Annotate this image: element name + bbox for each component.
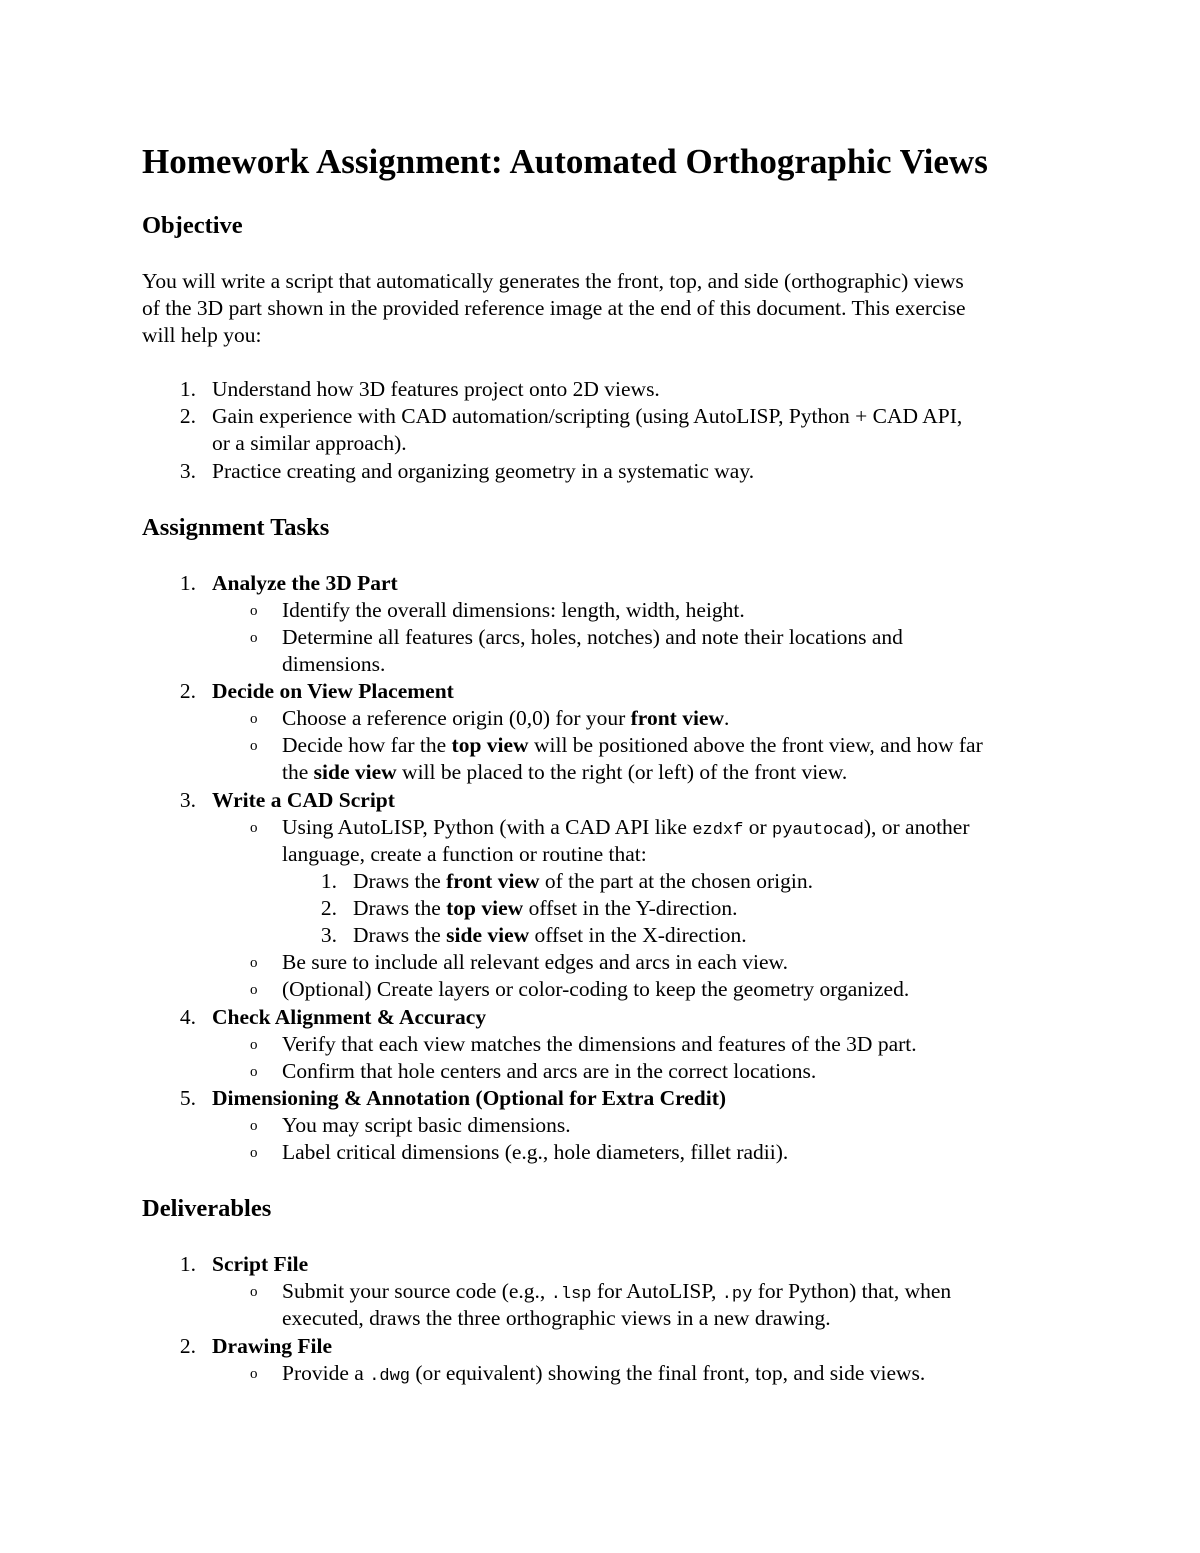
- list-number: 2.: [179, 404, 196, 428]
- task-title: Dimensioning & Annotation (Optional for Extra Credit): [212, 1086, 727, 1110]
- deliverable-title: Drawing File: [212, 1334, 333, 1358]
- bullet-icon: o: [250, 711, 258, 727]
- list-item-text: Gain experience with CAD automation/scripting (using AutoLISP, Python + CAD API,: [212, 404, 963, 428]
- task-bullet-text: (Optional) Create layers or color-coding to keep the geometry organized.: [282, 977, 910, 1001]
- task-bullet-text: Identify the overall dimensions: length, width, height.: [282, 598, 745, 622]
- bullet-icon: o: [250, 955, 258, 971]
- code-py: .py: [721, 1285, 753, 1304]
- bullet-icon: o: [250, 630, 258, 646]
- objective-paragraph: [142, 268, 1062, 349]
- deliverable-number: 2.: [179, 1334, 196, 1358]
- paragraph-line: of the 3D part shown in the provided reference image at the end of this document. This exercise: [142, 296, 966, 320]
- deliverable-bullet-text: Provide a .dwg (or equivalent) showing the final front, top, and side views.: [282, 1361, 926, 1386]
- subtask-number: 3.: [320, 923, 337, 947]
- objective-heading: Objective: [142, 212, 243, 239]
- list-item-text: Practice creating and organizing geometry in a systematic way.: [212, 459, 755, 483]
- code-dwg: .dwg: [369, 1367, 410, 1386]
- task-bullet-text: Verify that each view matches the dimensions and features of the 3D part.: [282, 1032, 917, 1056]
- task-bullet-text: You may script basic dimensions.: [282, 1113, 571, 1137]
- subtask-text: Draws the top view offset in the Y-direction.: [353, 896, 738, 920]
- deliverable-bullet-text: Submit your source code (e.g., .lsp for AutoLISP, .py for Python) that, when: [282, 1279, 952, 1304]
- code-lsp: .lsp: [550, 1285, 592, 1304]
- paragraph-line: You will write a script that automatically generates the front, top, and side (orthographic) views: [142, 269, 964, 293]
- task-bullet-text: Using AutoLISP, Python (with a CAD API like ezdxf or pyautocad), or another: [282, 815, 970, 840]
- code-pyautocad: pyautocad: [772, 821, 864, 840]
- bullet-icon: o: [250, 1145, 258, 1161]
- bullet-icon: o: [250, 738, 258, 754]
- task-bullet-text: Determine all features (arcs, holes, notches) and note their locations and: [282, 625, 903, 649]
- task-title: Check Alignment & Accuracy: [212, 1005, 487, 1029]
- bullet-icon: o: [250, 603, 258, 619]
- document-title: Homework Assignment: Automated Orthographic Views: [142, 142, 988, 181]
- subtask-text: Draws the side view offset in the X-direction.: [353, 923, 747, 947]
- task-bullet-text: dimensions.: [282, 652, 386, 676]
- task-bullet-text: Confirm that hole centers and arcs are in the correct locations.: [282, 1059, 817, 1083]
- bullet-icon: o: [250, 1284, 258, 1300]
- tasks-heading: Assignment Tasks: [142, 514, 330, 541]
- bullet-icon: o: [250, 820, 258, 836]
- bullet-icon: o: [250, 1064, 258, 1080]
- task-bullet-text: Label critical dimensions (e.g., hole diameters, fillet radii).: [282, 1140, 789, 1164]
- task-number: 4.: [179, 1005, 196, 1029]
- deliverable-bullet-text: executed, draws the three orthographic views in a new drawing.: [282, 1306, 831, 1330]
- subtask-text: Draws the front view of the part at the chosen origin.: [353, 869, 813, 893]
- bullet-icon: o: [250, 1366, 258, 1382]
- deliverable-number: 1.: [179, 1252, 196, 1276]
- deliverable-title: Script File: [212, 1252, 309, 1276]
- task-number: 5.: [179, 1086, 196, 1110]
- list-number: 1.: [179, 377, 196, 401]
- subtask-number: 2.: [320, 896, 337, 920]
- list-item-text: or a similar approach).: [212, 431, 407, 455]
- task-title: Analyze the 3D Part: [212, 571, 398, 595]
- task-title: Write a CAD Script: [212, 788, 395, 812]
- bullet-icon: o: [250, 1118, 258, 1134]
- task-number: 3.: [179, 788, 196, 812]
- task-number: 1.: [179, 571, 196, 595]
- subtask-number: 1.: [320, 869, 337, 893]
- code-ezdxf: ezdxf: [692, 821, 744, 840]
- task-title: Decide on View Placement: [212, 679, 454, 703]
- task-bullet-text: Decide how far the top view will be positioned above the front view, and how far: [282, 733, 983, 757]
- task-bullet-text: the side view will be placed to the right (or left) of the front view.: [282, 760, 848, 784]
- list-item-text: Understand how 3D features project onto 2D views.: [212, 377, 660, 401]
- task-bullet-text: language, create a function or routine that:: [282, 842, 647, 866]
- bullet-icon: o: [250, 982, 258, 998]
- task-number: 2.: [179, 679, 196, 703]
- paragraph-line: will help you:: [142, 323, 262, 347]
- task-bullet-text: Choose a reference origin (0,0) for your front view.: [282, 706, 730, 730]
- task-bullet-text: Be sure to include all relevant edges and arcs in each view.: [282, 950, 789, 974]
- bullet-icon: o: [250, 1037, 258, 1053]
- deliverables-heading: Deliverables: [142, 1195, 272, 1222]
- list-number: 3.: [179, 459, 196, 483]
